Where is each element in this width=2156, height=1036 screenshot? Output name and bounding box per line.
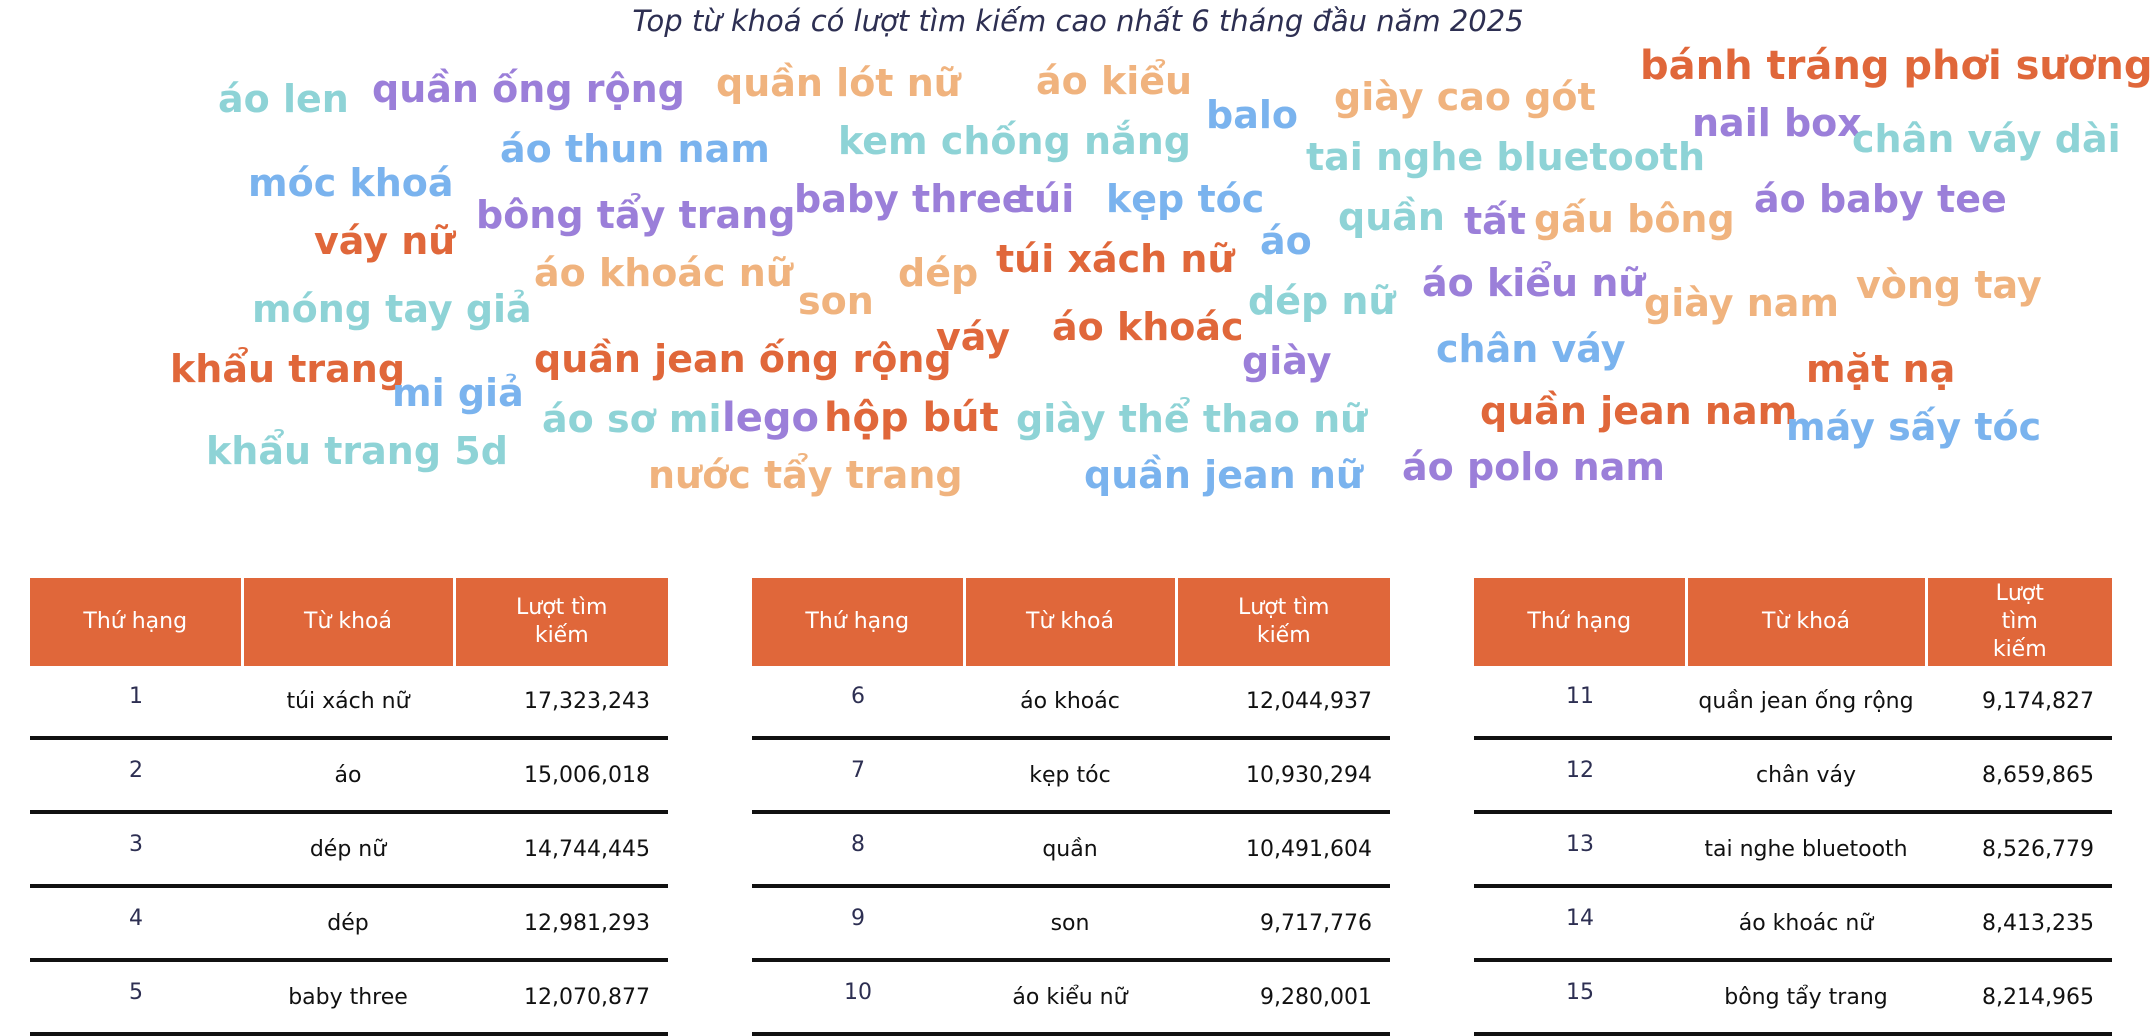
cloud-word: áo khoác nữ — [534, 251, 793, 295]
cloud-word: gấu bông — [1534, 197, 1735, 241]
cloud-word: túi — [1016, 177, 1075, 221]
cloud-word: kem chống nắng — [838, 119, 1191, 163]
cloud-word: kẹp tóc — [1106, 177, 1265, 221]
keyword-cell: áo khoác nữ — [1686, 886, 1926, 960]
rank-cell: 7 — [752, 738, 964, 812]
keyword-cell: dép — [242, 886, 454, 960]
cloud-word: khẩu trang — [170, 347, 406, 391]
cloud-word: váy nữ — [314, 219, 456, 263]
cloud-word: móc khoá — [248, 161, 454, 205]
searches-cell: 8,659,865 — [1926, 738, 2112, 812]
rank-cell: 10 — [752, 960, 964, 1034]
cloud-word: nail box — [1692, 101, 1862, 145]
searches-cell: 8,214,965 — [1926, 960, 2112, 1034]
cloud-word: áo baby tee — [1754, 177, 2007, 221]
keyword-cell: quần — [964, 812, 1176, 886]
rank-cell: 14 — [1474, 886, 1686, 960]
searches-cell: 9,174,827 — [1926, 666, 2112, 738]
column-header: Thứ hạng — [30, 578, 242, 666]
ranking-table-1 — [30, 578, 668, 1036]
cloud-word: vòng tay — [1856, 263, 2042, 307]
table-row — [1474, 960, 2112, 1034]
cloud-word: áo polo nam — [1402, 445, 1665, 489]
rank-cell: 2 — [30, 738, 242, 812]
column-header: Lượt tìm kiếm — [1176, 578, 1390, 666]
cloud-word: hộp bút — [824, 395, 999, 441]
rank-cell: 5 — [30, 960, 242, 1034]
cloud-word: máy sấy tóc — [1786, 405, 2042, 449]
table-row — [1474, 886, 2112, 960]
cloud-word: quần lót nữ — [716, 61, 961, 105]
cloud-word: mặt nạ — [1806, 347, 1956, 391]
searches-cell: 8,526,779 — [1926, 812, 2112, 886]
cloud-word: baby three — [794, 177, 1028, 221]
table-row — [1474, 738, 2112, 812]
table-row — [30, 738, 668, 812]
searches-cell: 12,981,293 — [454, 886, 668, 960]
chart-title: Top từ khoá có lượt tìm kiếm cao nhất 6 tháng đầu năm 2025 — [632, 4, 1524, 38]
cloud-word: quần ống rộng — [372, 67, 685, 111]
cloud-word: khẩu trang 5d — [206, 429, 508, 473]
searches-cell: 10,930,294 — [1176, 738, 1390, 812]
rank-cell: 12 — [1474, 738, 1686, 812]
cloud-word: nước tẩy trang — [648, 453, 963, 497]
cloud-word: bông tẩy trang — [476, 193, 796, 237]
cloud-word: chân váy — [1436, 327, 1626, 371]
table-row — [30, 886, 668, 960]
rank-cell: 15 — [1474, 960, 1686, 1034]
searches-cell: 14,744,445 — [454, 812, 668, 886]
searches-cell: 10,491,604 — [1176, 812, 1390, 886]
cloud-word: túi xách nữ — [996, 237, 1235, 281]
rank-cell: 3 — [30, 812, 242, 886]
keyword-cell: áo kiểu nữ — [964, 960, 1176, 1034]
keyword-cell: túi xách nữ — [242, 666, 454, 738]
searches-cell: 12,044,937 — [1176, 666, 1390, 738]
cloud-word: áo len — [218, 77, 349, 121]
keyword-cell: bông tẩy trang — [1686, 960, 1926, 1034]
keyword-cell: áo khoác — [964, 666, 1176, 738]
cloud-word: áo khoác — [1052, 305, 1244, 349]
keyword-cell: kẹp tóc — [964, 738, 1176, 812]
searches-cell: 9,280,001 — [1176, 960, 1390, 1034]
keyword-cell: son — [964, 886, 1176, 960]
cloud-word: áo kiểu nữ — [1422, 261, 1646, 305]
searches-cell: 12,070,877 — [454, 960, 668, 1034]
cloud-word: bánh tráng phơi sương — [1640, 43, 2153, 89]
ranking-table-2 — [752, 578, 1390, 1036]
column-header: Lượt tìm kiếm — [454, 578, 668, 666]
cloud-word: áo thun nam — [500, 127, 770, 171]
cloud-word: giày cao gót — [1334, 75, 1596, 119]
cloud-word: móng tay giả — [252, 287, 532, 331]
table-row — [752, 886, 1390, 960]
cloud-word: balo — [1206, 93, 1298, 137]
rank-cell: 9 — [752, 886, 964, 960]
cloud-word: áo — [1260, 219, 1312, 263]
table-row — [752, 812, 1390, 886]
column-header: Thứ hạng — [1474, 578, 1686, 666]
column-header: Từ khoá — [242, 578, 454, 666]
column-header: Từ khoá — [1686, 578, 1926, 666]
cloud-word: son — [798, 279, 874, 323]
cloud-word: quần — [1338, 195, 1445, 239]
cloud-word: quần jean nữ — [1084, 453, 1364, 497]
rank-cell: 1 — [30, 666, 242, 738]
table-row — [30, 960, 668, 1034]
searches-cell: 15,006,018 — [454, 738, 668, 812]
cloud-word: áo kiểu — [1036, 59, 1193, 103]
table-row — [1474, 812, 2112, 886]
cloud-word: quần jean nam — [1480, 389, 1798, 433]
keyword-cell: quần jean ống rộng — [1686, 666, 1926, 738]
column-header: Từ khoá — [964, 578, 1176, 666]
table-row — [30, 812, 668, 886]
cloud-word: giày thể thao nữ — [1016, 397, 1368, 441]
table-row — [752, 666, 1390, 738]
table-row — [30, 666, 668, 738]
rank-cell: 8 — [752, 812, 964, 886]
keyword-cell: tai nghe bluetooth — [1686, 812, 1926, 886]
searches-cell: 9,717,776 — [1176, 886, 1390, 960]
keyword-cell: dép nữ — [242, 812, 454, 886]
cloud-word: dép — [898, 251, 979, 295]
rank-cell: 13 — [1474, 812, 1686, 886]
cloud-word: tất — [1464, 199, 1526, 243]
ranking-table-3 — [1474, 578, 2112, 1036]
cloud-word: váy — [936, 315, 1011, 359]
cloud-word: giày nam — [1644, 281, 1839, 325]
rank-cell: 11 — [1474, 666, 1686, 738]
searches-cell: 17,323,243 — [454, 666, 668, 738]
keyword-cell: baby three — [242, 960, 454, 1034]
cloud-word: giày — [1242, 339, 1332, 383]
keyword-cell: chân váy — [1686, 738, 1926, 812]
table-row — [752, 960, 1390, 1034]
rank-cell: 4 — [30, 886, 242, 960]
searches-cell: 8,413,235 — [1926, 886, 2112, 960]
table-row — [752, 738, 1390, 812]
column-header: Thứ hạng — [752, 578, 964, 666]
cloud-word: mi giả — [392, 371, 524, 415]
cloud-word: dép nữ — [1248, 279, 1396, 323]
rank-cell: 6 — [752, 666, 964, 738]
cloud-word: áo sơ mi — [542, 397, 722, 441]
cloud-word: quần jean ống rộng — [534, 337, 952, 381]
cloud-word: lego — [722, 395, 819, 441]
cloud-word: chân váy dài — [1852, 117, 2121, 161]
keyword-cell: áo — [242, 738, 454, 812]
table-row — [1474, 666, 2112, 738]
cloud-word: tai nghe bluetooth — [1306, 135, 1706, 179]
column-header: Lượt tìm kiếm — [1926, 578, 2112, 666]
